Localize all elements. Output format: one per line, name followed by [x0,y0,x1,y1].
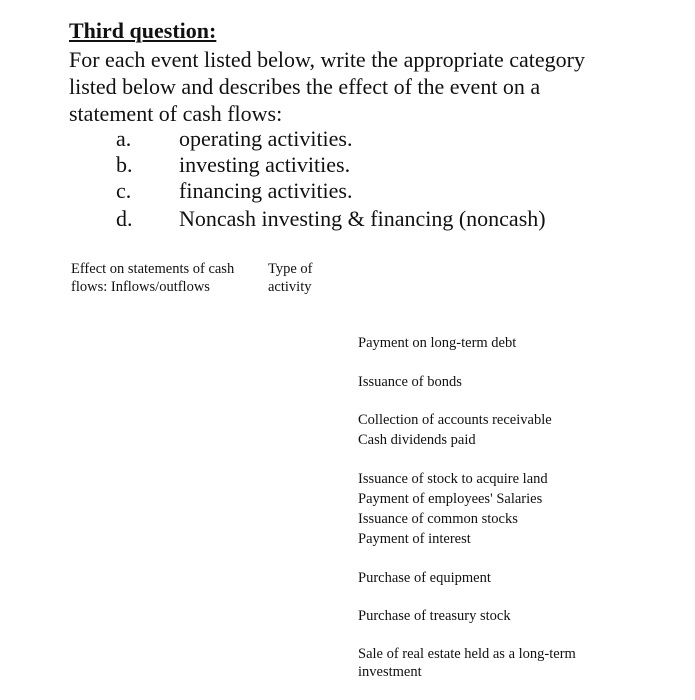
event-item: Payment of employees' Salaries [358,491,543,507]
event-item: Issuance of common stocks [358,511,518,527]
question-instructions: For each event listed below, write the appropriate category listed below and describes the effect of the event on a statement of cash flows: [69,47,585,126]
category-item [0,152,695,178]
category-text: investing activities. [179,152,351,177]
category-item [0,126,695,152]
event-item: Sale of real estate held as a long-term investment [358,646,576,680]
category-text: financing activities. [179,178,353,203]
event-item: Payment of interest [358,531,471,547]
category-item [0,178,695,204]
event-item: Purchase of equipment [358,570,491,586]
event-item: Issuance of bonds [358,374,462,390]
category-letter: d. [116,206,133,231]
category-text: operating activities. [179,126,353,151]
question-title: Third question: [69,18,217,43]
event-item: Issuance of stock to acquire land [358,471,548,487]
event-item: Cash dividends paid [358,432,476,448]
effect-column-header: Effect on statements of cash flows: Inflows/outflows [71,261,235,295]
category-letter: c. [116,178,132,203]
event-item: Purchase of treasury stock [358,608,511,624]
type-column-header: Type of activity [268,261,313,295]
category-text: Noncash investing & financing (noncash) [179,206,546,231]
category-letter: a. [116,126,132,151]
category-letter: b. [116,152,133,177]
category-item [0,206,695,232]
event-item: Collection of accounts receivable [358,412,552,428]
event-item: Payment on long-term debt [358,335,517,351]
